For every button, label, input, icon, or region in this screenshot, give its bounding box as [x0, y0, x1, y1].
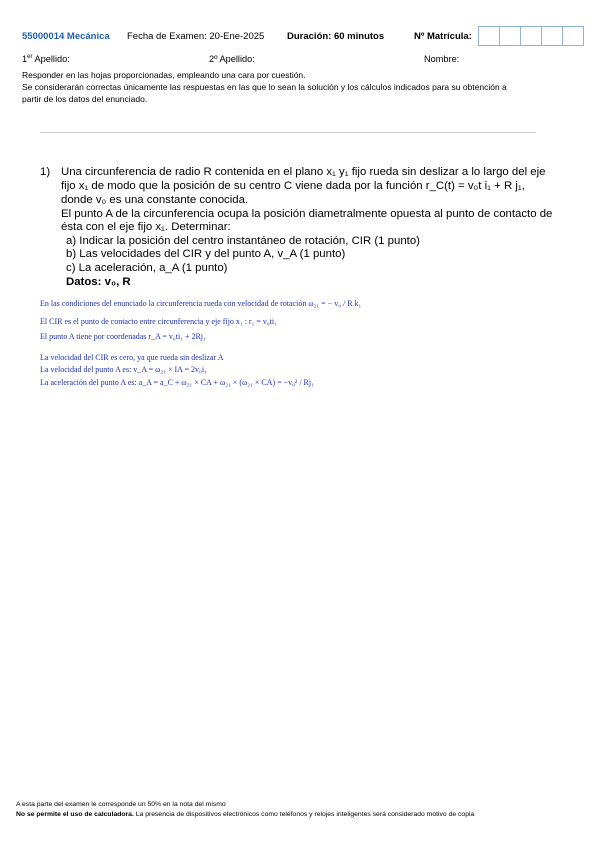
answer-line: La aceleración del punto A es: a_A = a_C + ω₂₁ × CA + ω₂₁ × (ω₂₁ × CA) = −v₀² / Rj₁: [40, 378, 314, 387]
answer-line: El CIR es el punto de contacto entre circunferencia y eje fijo x₁ : r₁ = v₀ti₁: [40, 317, 277, 326]
matricula-digit-box[interactable]: [541, 26, 563, 46]
problem-line: El punto A de la circunferencia ocupa la posición diametralmente opuesta al punto de contacto de: [61, 208, 553, 220]
exam-date: Fecha de Examen: 20-Ene-2025: [127, 31, 265, 42]
course-code: 55000014 Mecánica: [22, 31, 110, 42]
matricula-label: Nº Matrícula:: [414, 31, 472, 42]
divider: [40, 132, 536, 133]
matricula-digit-box[interactable]: [499, 26, 521, 46]
exam-duration: Duración: 60 minutos: [287, 31, 385, 42]
instructions-line: Se considerarán correctas únicamente las respuestas en las que lo sean la solución y los cálculos indicados para su obtención a: [22, 82, 507, 92]
footer-warning: No se permite el uso de calculadora. La presencia de dispositivos electrónicos como teléfonos y relojes inteligentes será considerado motivo de copia: [16, 811, 475, 818]
matricula-digit-box[interactable]: [478, 26, 500, 46]
footer-note: A esta parte del examen le corresponde un 50% en la nota del mismo: [16, 801, 226, 808]
matricula-digit-box[interactable]: [520, 26, 542, 46]
instructions-line: partir de los datos del enunciado.: [22, 94, 148, 104]
problem-line: fijo x₁ de modo que la posición de su centro C viene dada por la función r_C(t) = v₀t i₁ + R j₁,: [61, 180, 525, 192]
problem-line: donde v₀ es una constante conocida.: [61, 194, 249, 206]
problem-line: Una circunferencia de radio R contenida en el plano x₁ y₁ fijo rueda sin deslizar a lo largo del eje: [61, 166, 546, 178]
matricula-boxes[interactable]: [479, 26, 584, 46]
apellido2-label: 2º Apellido:: [209, 54, 255, 64]
problem-line: ésta con el eje fijo x₁. Determinar:: [61, 221, 231, 233]
answer-line: La velocidad del CIR es cero, ya que rueda sin deslizar A: [40, 353, 224, 362]
question-a: a) Indicar la posición del centro instantáneo de rotación, CIR (1 punto): [66, 235, 420, 247]
apellido1-label: 1er Apellido:: [22, 54, 70, 65]
datos-line: Datos: v₀, R: [66, 276, 131, 288]
question-c: c) La aceleración, a_A (1 punto): [66, 262, 228, 274]
question-b: b) Las velocidades del CIR y del punto A, v_A (1 punto): [66, 248, 346, 260]
matricula-digit-box[interactable]: [562, 26, 584, 46]
instructions-line: Responder en las hojas proporcionadas, empleando una cara por cuestión.: [22, 70, 306, 80]
answer-line: En las condiciones del enunciado la circunferencia rueda con velocidad de rotación ω₂₁ = − v₀ / R k₁: [40, 299, 362, 308]
answer-line: La velocidad del punto A es: v_A = ω₂₁ × IA = 2v₀i₁: [40, 365, 207, 374]
answer-line: El punto A tiene por coordenadas r_A = v₀ti₁ + 2Rj₁: [40, 332, 206, 341]
problem-number: 1): [40, 166, 51, 178]
nombre-label: Nombre:: [424, 54, 460, 64]
